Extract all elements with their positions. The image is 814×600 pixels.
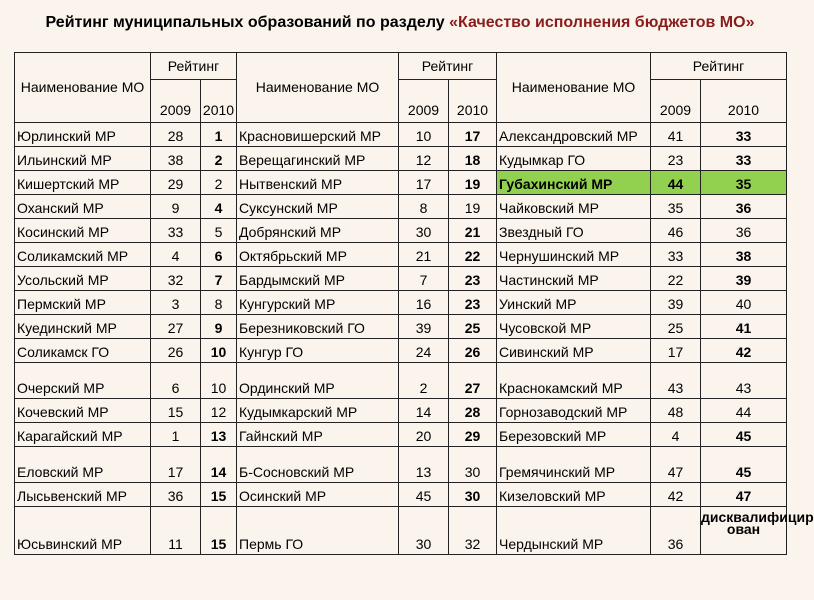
cell-rating-2010: дисквалифицир ован: [701, 507, 787, 555]
cell-rating-2009: 1: [151, 423, 201, 447]
cell-rating-2009: 12: [399, 147, 449, 171]
cell-rating-2010: 28: [449, 399, 497, 423]
cell-rating-2010: 29: [449, 423, 497, 447]
cell-mo-name: Гайнский МР: [237, 423, 399, 447]
cell-mo-name: Пермский МР: [15, 291, 151, 315]
col-header-rating: Рейтинг: [151, 53, 237, 80]
cell-rating-2009: 44: [651, 171, 701, 195]
cell-rating-2010: 15: [201, 483, 237, 507]
cell-mo-name: Ординский МР: [237, 363, 399, 399]
cell-rating-2010: 7: [201, 267, 237, 291]
cell-mo-name: Чайковский МР: [497, 195, 651, 219]
col-header-2009: 2009: [399, 80, 449, 123]
cell-rating-2009: 27: [151, 315, 201, 339]
cell-rating-2009: 35: [651, 195, 701, 219]
cell-rating-2009: 13: [399, 447, 449, 483]
cell-rating-2009: 45: [399, 483, 449, 507]
cell-rating-2010: 23: [449, 291, 497, 315]
cell-mo-name: Александровский МР: [497, 123, 651, 147]
cell-rating-2009: 9: [151, 195, 201, 219]
cell-mo-name: Кишертский МР: [15, 171, 151, 195]
cell-rating-2009: 4: [151, 243, 201, 267]
table-row: [15, 147, 787, 171]
cell-rating-2010: 36: [701, 219, 787, 243]
cell-rating-2010: 8: [201, 291, 237, 315]
cell-mo-name: Уинский МР: [497, 291, 651, 315]
cell-rating-2010: 39: [701, 267, 787, 291]
cell-mo-name: Осинский МР: [237, 483, 399, 507]
cell-mo-name: Чердынский МР: [497, 507, 651, 555]
cell-mo-name: Ильинский МР: [15, 147, 151, 171]
title-prefix: Рейтинг муниципальных образований по разделу: [45, 14, 450, 31]
cell-rating-2009: 10: [399, 123, 449, 147]
rating-table: [14, 52, 814, 555]
cell-mo-name: Октябрьский МР: [237, 243, 399, 267]
col-header-2009: 2009: [651, 80, 701, 123]
cell-mo-name: Юсьвинский МР: [15, 507, 151, 555]
table-row: [15, 507, 787, 555]
cell-rating-2010: 10: [201, 363, 237, 399]
table-row: [15, 399, 787, 423]
table-row: [15, 363, 787, 399]
table-row: [15, 195, 787, 219]
cell-rating-2009: 30: [399, 219, 449, 243]
cell-mo-name: Звездный ГО: [497, 219, 651, 243]
cell-rating-2009: 30: [399, 507, 449, 555]
cell-rating-2010: 35: [701, 171, 787, 195]
cell-rating-2010: 40: [701, 291, 787, 315]
cell-rating-2009: 47: [651, 447, 701, 483]
cell-rating-2010: 22: [449, 243, 497, 267]
cell-rating-2010: 18: [449, 147, 497, 171]
cell-mo-name: Красновишерский МР: [237, 123, 399, 147]
cell-mo-name: Б-Сосновский МР: [237, 447, 399, 483]
cell-rating-2009: 39: [651, 291, 701, 315]
table-row: [15, 219, 787, 243]
cell-rating-2009: 42: [651, 483, 701, 507]
col-header-2010: 2010: [201, 80, 237, 123]
cell-rating-2009: 41: [651, 123, 701, 147]
cell-mo-name: Верещагинский МР: [237, 147, 399, 171]
cell-rating-2009: 36: [651, 507, 701, 555]
cell-rating-2009: 17: [399, 171, 449, 195]
cell-mo-name: Березниковский ГО: [237, 315, 399, 339]
cell-mo-name: Чусовской МР: [497, 315, 651, 339]
cell-rating-2009: 8: [399, 195, 449, 219]
cell-mo-name: Карагайский МР: [15, 423, 151, 447]
table-row: [15, 483, 787, 507]
cell-rating-2010: 41: [701, 315, 787, 339]
cell-rating-2010: 30: [449, 447, 497, 483]
cell-rating-2010: 15: [201, 507, 237, 555]
title-highlight: «Качество исполнения бюджетов МО»: [449, 14, 755, 31]
cell-mo-name: Соликамский МР: [15, 243, 151, 267]
col-header-2010: 2010: [701, 80, 787, 123]
cell-rating-2010: 32: [449, 507, 497, 555]
cell-mo-name: Кунгурский МР: [237, 291, 399, 315]
cell-rating-2009: 11: [151, 507, 201, 555]
cell-rating-2010: 13: [201, 423, 237, 447]
cell-rating-2009: 23: [651, 147, 701, 171]
cell-mo-name: Лысьвенский МР: [15, 483, 151, 507]
cell-mo-name: Бардымский МР: [237, 267, 399, 291]
cell-mo-name: Гремячинский МР: [497, 447, 651, 483]
cell-rating-2010: 21: [449, 219, 497, 243]
cell-mo-name: Нытвенский МР: [237, 171, 399, 195]
cell-rating-2010: 19: [449, 195, 497, 219]
cell-rating-2010: 27: [449, 363, 497, 399]
cell-rating-2009: 17: [651, 339, 701, 363]
col-header-rating: Рейтинг: [399, 53, 497, 80]
cell-mo-name: Горнозаводский МР: [497, 399, 651, 423]
cell-rating-2009: 21: [399, 243, 449, 267]
page-title: [0, 14, 800, 32]
cell-rating-2010: 4: [201, 195, 237, 219]
cell-mo-name: Кудымкар ГО: [497, 147, 651, 171]
table-row: [15, 123, 787, 147]
cell-rating-2010: 1: [201, 123, 237, 147]
table-row: [15, 423, 787, 447]
cell-rating-2010: 17: [449, 123, 497, 147]
cell-mo-name: Суксунский МР: [237, 195, 399, 219]
cell-rating-2009: 48: [651, 399, 701, 423]
cell-rating-2009: 14: [399, 399, 449, 423]
table-row: [15, 339, 787, 363]
cell-rating-2010: 23: [449, 267, 497, 291]
cell-mo-name: Усольский МР: [15, 267, 151, 291]
table-row: [15, 447, 787, 483]
cell-mo-name: Губахинский МР: [497, 171, 651, 195]
cell-rating-2009: 16: [399, 291, 449, 315]
table-row: [15, 171, 787, 195]
table-row: [15, 291, 787, 315]
cell-rating-2010: 2: [201, 147, 237, 171]
cell-rating-2010: 19: [449, 171, 497, 195]
cell-rating-2009: 33: [651, 243, 701, 267]
cell-mo-name: Пермь ГО: [237, 507, 399, 555]
cell-mo-name: Очерский МР: [15, 363, 151, 399]
cell-rating-2010: 6: [201, 243, 237, 267]
col-header-name: Наименование МО: [15, 53, 151, 123]
cell-rating-2009: 2: [399, 363, 449, 399]
table-row: [15, 267, 787, 291]
cell-rating-2009: 32: [151, 267, 201, 291]
cell-mo-name: Кудымкарский МР: [237, 399, 399, 423]
cell-rating-2010: 25: [449, 315, 497, 339]
cell-rating-2010: 44: [701, 399, 787, 423]
cell-mo-name: Добрянский МР: [237, 219, 399, 243]
col-header-2009: 2009: [151, 80, 201, 123]
cell-mo-name: Еловский МР: [15, 447, 151, 483]
cell-rating-2009: 24: [399, 339, 449, 363]
cell-mo-name: Березовский МР: [497, 423, 651, 447]
cell-rating-2010: 45: [701, 423, 787, 447]
cell-rating-2009: 7: [399, 267, 449, 291]
cell-rating-2010: 33: [701, 147, 787, 171]
cell-rating-2009: 3: [151, 291, 201, 315]
table-row: [15, 315, 787, 339]
cell-mo-name: Краснокамский МР: [497, 363, 651, 399]
cell-mo-name: Сивинский МР: [497, 339, 651, 363]
table-body: [15, 123, 814, 555]
cell-mo-name: Кизеловский МР: [497, 483, 651, 507]
cell-rating-2009: 46: [651, 219, 701, 243]
col-header-rating: Рейтинг: [651, 53, 787, 80]
cell-rating-2009: 25: [651, 315, 701, 339]
cell-mo-name: Частинский МР: [497, 267, 651, 291]
cell-mo-name: Кочевский МР: [15, 399, 151, 423]
cell-rating-2009: 22: [651, 267, 701, 291]
cell-rating-2010: 43: [701, 363, 787, 399]
cell-rating-2010: 12: [201, 399, 237, 423]
cell-rating-2010: 30: [449, 483, 497, 507]
cell-rating-2010: 33: [701, 123, 787, 147]
cell-rating-2009: 33: [151, 219, 201, 243]
cell-mo-name: Оханский МР: [15, 195, 151, 219]
cell-rating-2009: 17: [151, 447, 201, 483]
header-row-rating: [15, 53, 787, 80]
cell-mo-name: Кунгур ГО: [237, 339, 399, 363]
cell-mo-name: Куединский МР: [15, 315, 151, 339]
cell-mo-name: Чернушинский МР: [497, 243, 651, 267]
cell-rating-2010: 9: [201, 315, 237, 339]
cell-mo-name: Юрлинский МР: [15, 123, 151, 147]
table-row: [15, 243, 787, 267]
cell-rating-2009: 43: [651, 363, 701, 399]
cell-mo-name: Соликамск ГО: [15, 339, 151, 363]
cell-rating-2010: 47: [701, 483, 787, 507]
cell-rating-2009: 4: [651, 423, 701, 447]
cell-rating-2009: 38: [151, 147, 201, 171]
cell-rating-2009: 20: [399, 423, 449, 447]
cell-rating-2010: 36: [701, 195, 787, 219]
cell-rating-2009: 39: [399, 315, 449, 339]
cell-rating-2010: 10: [201, 339, 237, 363]
cell-rating-2010: 42: [701, 339, 787, 363]
cell-rating-2010: 26: [449, 339, 497, 363]
cell-rating-2009: 6: [151, 363, 201, 399]
col-header-name: Наименование МО: [497, 53, 651, 123]
cell-rating-2009: 15: [151, 399, 201, 423]
cell-rating-2010: 14: [201, 447, 237, 483]
cell-rating-2010: 5: [201, 219, 237, 243]
cell-rating-2010: 2: [201, 171, 237, 195]
col-header-2010: 2010: [449, 80, 497, 123]
cell-rating-2009: 29: [151, 171, 201, 195]
col-header-name: Наименование МО: [237, 53, 399, 123]
cell-rating-2009: 36: [151, 483, 201, 507]
cell-rating-2009: 26: [151, 339, 201, 363]
cell-rating-2010: 38: [701, 243, 787, 267]
cell-rating-2009: 28: [151, 123, 201, 147]
cell-mo-name: Косинский МР: [15, 219, 151, 243]
cell-rating-2010: 45: [701, 447, 787, 483]
